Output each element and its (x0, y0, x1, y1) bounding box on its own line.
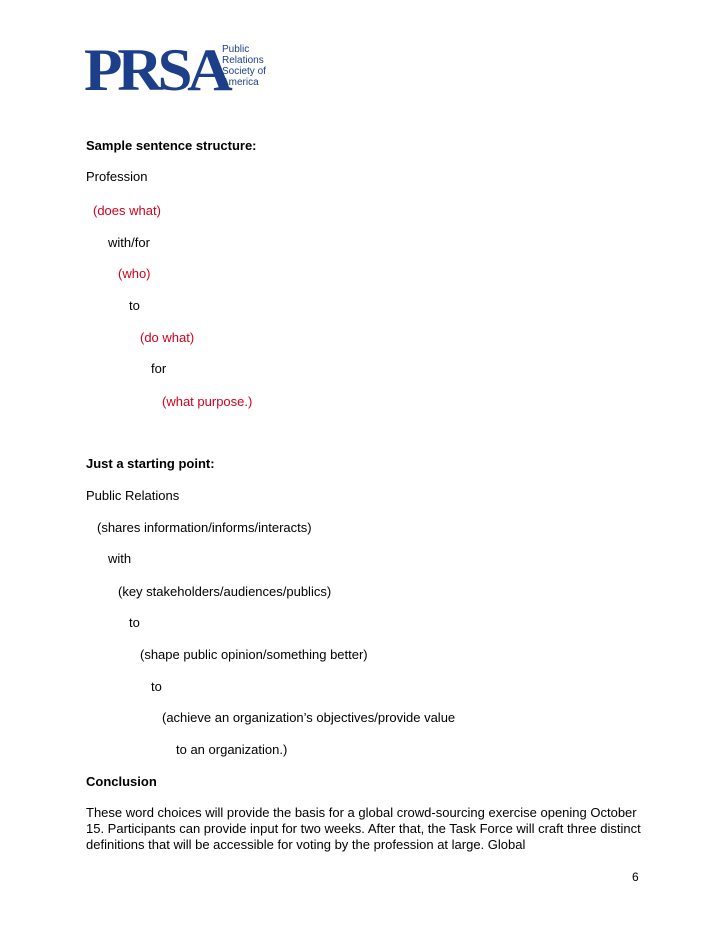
logo-subtitle-line: Society of (222, 66, 266, 77)
starting-point-line: (shape public opinion/something better) (140, 647, 368, 662)
sample-heading: Sample sentence structure: (86, 138, 257, 153)
prsa-logo (84, 37, 284, 106)
starting-point-line: Public Relations (86, 488, 180, 503)
sample-line: Profession (86, 169, 148, 184)
sample-line: with/for (108, 235, 150, 250)
sample-line: for (151, 361, 167, 376)
sample-line: (do what) (140, 330, 195, 345)
sample-line: (what purpose.) (162, 394, 253, 409)
conclusion-paragraph: These word choices will provide the basis for a global crowd-sourcing exercise opening October 15. Participants can provide input for two weeks. After that, the Task Force will craft three distinct definitions that will be accessible for voting by the profession at large. Global (86, 805, 641, 852)
starting-point-line: (shares information/informs/interacts) (97, 520, 312, 535)
starting-point-line: with (108, 551, 132, 566)
starting-point-heading: Just a starting point: (86, 456, 215, 471)
logo-subtitle-line: Public (222, 44, 250, 55)
logo-subtitle (222, 44, 266, 88)
sample-line: to (129, 298, 140, 313)
logo-wordmark: PRSA (84, 37, 228, 103)
starting-point-line: to (151, 679, 162, 694)
conclusion-heading: Conclusion (86, 774, 157, 789)
starting-point-line: (achieve an organization’s objectives/provide value (162, 710, 456, 725)
starting-point-line: (key stakeholders/audiences/publics) (118, 584, 332, 599)
logo-subtitle-line: Relations (222, 55, 264, 66)
logo-subtitle-line: America (222, 77, 259, 88)
sample-line: (does what) (93, 203, 161, 218)
sample-line: (who) (118, 266, 151, 281)
page-number: 6 (632, 870, 639, 884)
starting-point-line: to an organization.) (176, 742, 288, 757)
starting-point-line: to (129, 615, 140, 630)
